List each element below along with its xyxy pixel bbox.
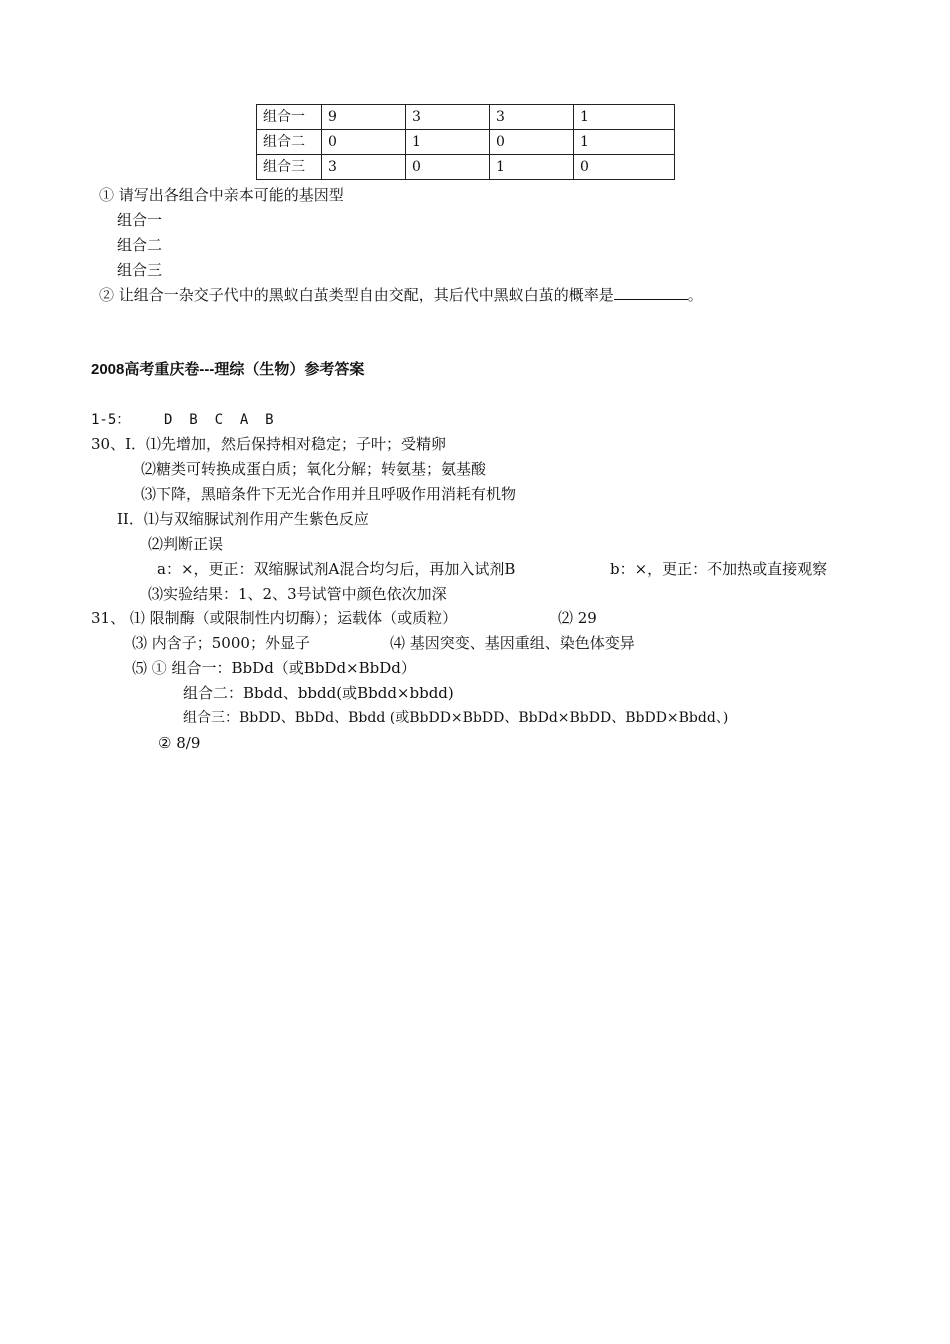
table-cell: 0 — [322, 130, 406, 155]
answer-31-5b: 组合二：Bbdd、bbdd(或Bbdd×bbdd) — [183, 684, 454, 702]
question-2-text: ② 让组合一杂交子代中的黑蚁白茧类型自由交配，其后代中黑蚁白茧的概率是 — [99, 286, 614, 304]
answer-31-5c: 组合三：BbDD、BbDd、Bbdd (或BbDD×BbDD、BbDd×BbDD、BbDD×Bbdd、) — [183, 710, 729, 726]
answer-31-6: ② 8/9 — [158, 734, 201, 752]
answer-30-a: a：×，更正：双缩脲试剂A混合均匀后，再加入试剂B — [157, 560, 516, 578]
question-2 — [99, 285, 703, 305]
row-label: 组合一 — [257, 105, 322, 130]
results-table — [256, 104, 675, 180]
answer-mc: 1-5： D B C A B — [91, 412, 274, 428]
group-2-label: 组合二 — [117, 236, 163, 254]
answer-31-4: ⑷ 基因突变、基因重组、染色体变异 — [390, 634, 635, 652]
answer-30-2: ⑵糖类可转换成蛋白质；氧化分解；转氨基；氨基酸 — [141, 460, 487, 478]
table-cell: 3 — [322, 155, 406, 180]
row-label: 组合三 — [257, 155, 322, 180]
question-1: ① 请写出各组合中亲本可能的基因型 — [99, 186, 344, 204]
answer-30-b: b：×，更正：不加热或直接观察 — [610, 560, 828, 578]
answer-31-5: ⑸ ① 组合一：BbDd（或BbDd×BbDd） — [132, 659, 416, 677]
answer-blank — [614, 285, 688, 300]
table-cell: 1 — [490, 155, 574, 180]
answer-30-II-3: ⑶实验结果：1、2、3号试管中颜色依次加深 — [148, 585, 447, 603]
table-cell: 0 — [406, 155, 490, 180]
answer-title: 2008高考重庆卷---理综（生物）参考答案 — [91, 361, 365, 378]
answer-31-1: 31、 ⑴ 限制酶（或限制性内切酶）；运载体（或质粒） — [91, 609, 458, 627]
table-cell: 1 — [574, 105, 675, 130]
table-cell: 1 — [574, 130, 675, 155]
answer-31-3: ⑶ 内含子；5000；外显子 — [132, 634, 310, 652]
answer-30-II: II．⑴与双缩脲试剂作用产生紫色反应 — [117, 510, 369, 528]
table-row — [257, 155, 675, 180]
table-cell: 3 — [490, 105, 574, 130]
table-cell: 0 — [490, 130, 574, 155]
table-cell: 1 — [406, 130, 490, 155]
table-cell: 0 — [574, 155, 675, 180]
answer-30-II-2: ⑵判断正误 — [148, 535, 224, 553]
row-label: 组合二 — [257, 130, 322, 155]
table-cell: 3 — [406, 105, 490, 130]
table-row — [257, 130, 675, 155]
question-2-suffix: 。 — [687, 286, 703, 304]
answer-30-1: 30、I．⑴先增加，然后保持相对稳定；子叶；受精卵 — [91, 435, 447, 453]
group-3-label: 组合三 — [117, 261, 163, 279]
table-cell: 9 — [322, 105, 406, 130]
group-1-label: 组合一 — [117, 211, 163, 229]
answer-30-3: ⑶下降，黑暗条件下无光合作用并且呼吸作用消耗有机物 — [141, 485, 517, 503]
answer-31-2: ⑵ 29 — [558, 609, 597, 627]
table-row — [257, 105, 675, 130]
